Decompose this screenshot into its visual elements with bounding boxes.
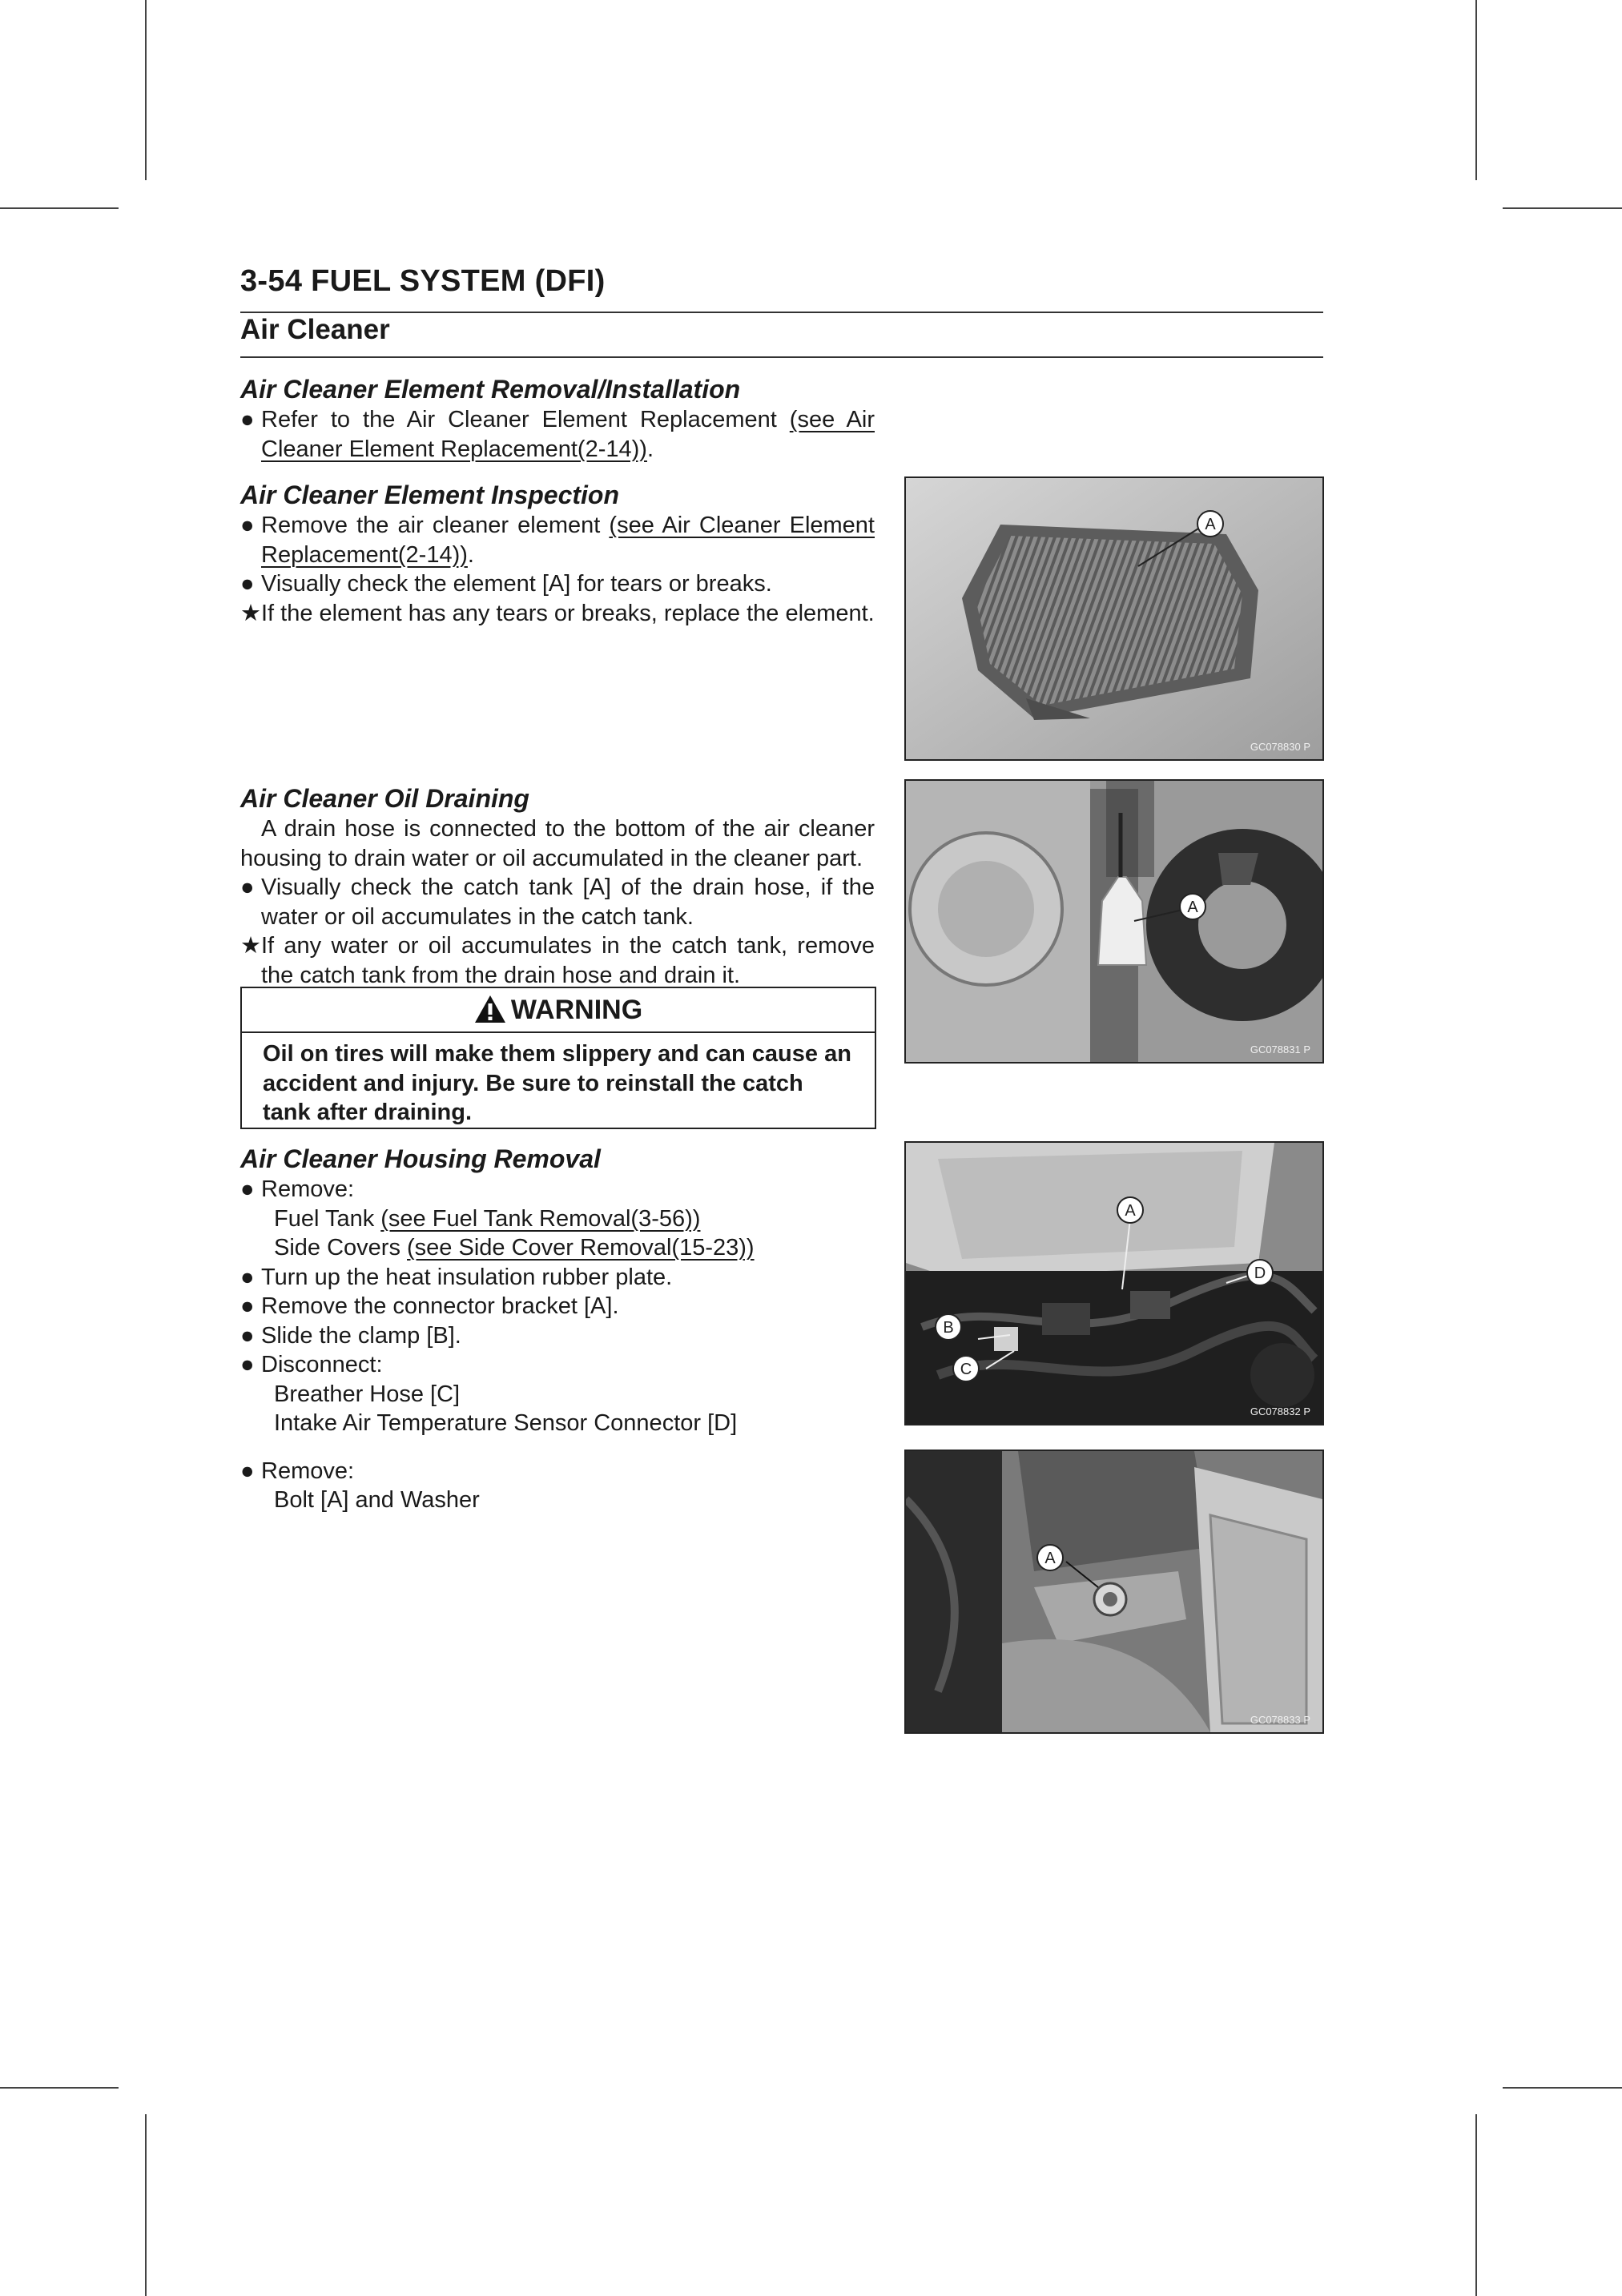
removal-section: [240, 373, 875, 464]
bullet-icon: ●: [240, 875, 255, 900]
crop-mark: [0, 2087, 119, 2089]
housing-heading: Air Cleaner Housing Removal: [240, 1144, 601, 1173]
svg-text:C: C: [960, 1361, 972, 1378]
svg-text:A: A: [1044, 1550, 1056, 1567]
housing-subitem: Bolt [A] and Washer: [274, 1487, 480, 1513]
bullet-icon: ●: [240, 513, 255, 538]
photo-code: GC078831 P: [1250, 1043, 1310, 1056]
star-icon: ★: [240, 600, 261, 626]
inspection-step: ● Remove the air cleaner element (see Air Cleaner Element Replacement(2-14)).: [240, 513, 875, 568]
draining-intro: A drain hose is connected to the bottom of the air cleaner housing to drain water or oil accumulated in the cleaner part.: [240, 816, 875, 871]
crop-mark: [0, 207, 119, 209]
housing-subitem: Side Covers (see Side Cover Removal(15-23)): [274, 1235, 755, 1261]
housing-step: ● Remove:: [240, 1175, 875, 1204]
warning-triangle-icon: [474, 995, 506, 1023]
cross-reference-link[interactable]: (see Air Cleaner Element Replacement(2-14)): [261, 407, 875, 462]
inspection-section: [240, 479, 875, 628]
housing-step: ● Turn up the heat insulation rubber plate.: [240, 1263, 875, 1293]
removal-step: ● Refer to the Air Cleaner Element Replacement (see Air Cleaner Element Replacement(2-14)).: [240, 407, 875, 462]
bullet-icon: ●: [240, 407, 255, 432]
cross-reference-link[interactable]: (see Side Cover Removal(15-23)): [407, 1235, 755, 1261]
photo-air-cleaner-element: [904, 476, 1324, 761]
housing-section: [240, 1143, 875, 1515]
page-title: 3-54 FUEL SYSTEM (DFI): [240, 264, 606, 298]
callout-label: [936, 1314, 961, 1340]
inspection-condition: ★ If the element has any tears or breaks, replace the element.: [240, 599, 875, 629]
callout-label: [1037, 1545, 1063, 1570]
housing-step: ● Slide the clamp [B].: [240, 1321, 875, 1351]
photo-bolt-washer: [904, 1450, 1324, 1734]
photo-code: GC078830 P: [1250, 741, 1310, 753]
crop-mark: [1503, 207, 1622, 209]
crop-mark: [145, 0, 147, 180]
housing-step: ● Disconnect:: [240, 1350, 875, 1380]
bullet-icon: ●: [240, 1293, 255, 1319]
svg-text:A: A: [1205, 516, 1216, 533]
crop-mark: [145, 2114, 147, 2296]
housing-step: ● Remove:: [240, 1457, 875, 1486]
housing-subitem: Fuel Tank (see Fuel Tank Removal(3-56)): [274, 1205, 701, 1232]
bullet-icon: ●: [240, 1322, 255, 1349]
removal-heading: Air Cleaner Element Removal/Installation: [240, 375, 741, 404]
section-title: Air Cleaner: [240, 314, 390, 345]
cross-reference-link[interactable]: (see Air Cleaner Element Replacement(2-14)): [261, 513, 875, 568]
bullet-icon: ●: [240, 1458, 255, 1484]
bullet-icon: ●: [240, 1176, 255, 1202]
photo-code: GC078832 P: [1250, 1405, 1310, 1417]
callout-label: [1197, 511, 1223, 537]
header-rule: [240, 312, 1323, 313]
svg-text:D: D: [1254, 1265, 1266, 1282]
callout-label: [1180, 894, 1205, 919]
housing-step: ● Remove the connector bracket [A].: [240, 1292, 875, 1321]
star-icon: ★: [240, 933, 261, 959]
inspection-step: ● Visually check the element [A] for tears or breaks.: [240, 569, 875, 599]
warning-title: WARNING: [510, 995, 643, 1025]
warning-header: [242, 988, 875, 1033]
draining-step: ● Visually check the catch tank [A] of the drain hose, if the water or oil accumulates in the catch tank.: [240, 875, 875, 930]
svg-text:A: A: [1125, 1202, 1136, 1220]
svg-text:B: B: [943, 1319, 954, 1337]
warning-text: Oil on tires will make them slippery and can cause an accident and injury. Be sure to reinstall the catch tank after draining.: [263, 1041, 851, 1125]
crop-mark: [1475, 0, 1477, 180]
draining-section: [240, 782, 875, 990]
cross-reference-link[interactable]: (see Fuel Tank Removal(3-56)): [380, 1205, 701, 1232]
bullet-icon: ●: [240, 571, 255, 597]
svg-text:A: A: [1187, 899, 1198, 916]
bullet-icon: ●: [240, 1264, 255, 1290]
photo-connectors: [904, 1141, 1324, 1425]
photo-code: GC078833 P: [1250, 1714, 1310, 1726]
inspection-heading: Air Cleaner Element Inspection: [240, 481, 620, 509]
callout-label: [953, 1356, 979, 1381]
draining-condition: ★ If any water or oil accumulates in the catch tank, remove the catch tank from the drain hose and drain it.: [240, 933, 875, 988]
crop-mark: [1475, 2114, 1477, 2296]
warning-box: [240, 987, 876, 1129]
crop-mark: [1503, 2087, 1622, 2089]
photo-catch-tank: [904, 779, 1324, 1064]
callout-label: [1117, 1197, 1143, 1223]
section-rule: [240, 356, 1323, 358]
housing-subitem: Intake Air Temperature Sensor Connector [D]: [274, 1410, 738, 1436]
bullet-icon: ●: [240, 1352, 255, 1377]
callout-label: [1247, 1260, 1273, 1285]
housing-subitem: Breather Hose [C]: [274, 1381, 461, 1407]
draining-heading: Air Cleaner Oil Draining: [240, 784, 529, 813]
